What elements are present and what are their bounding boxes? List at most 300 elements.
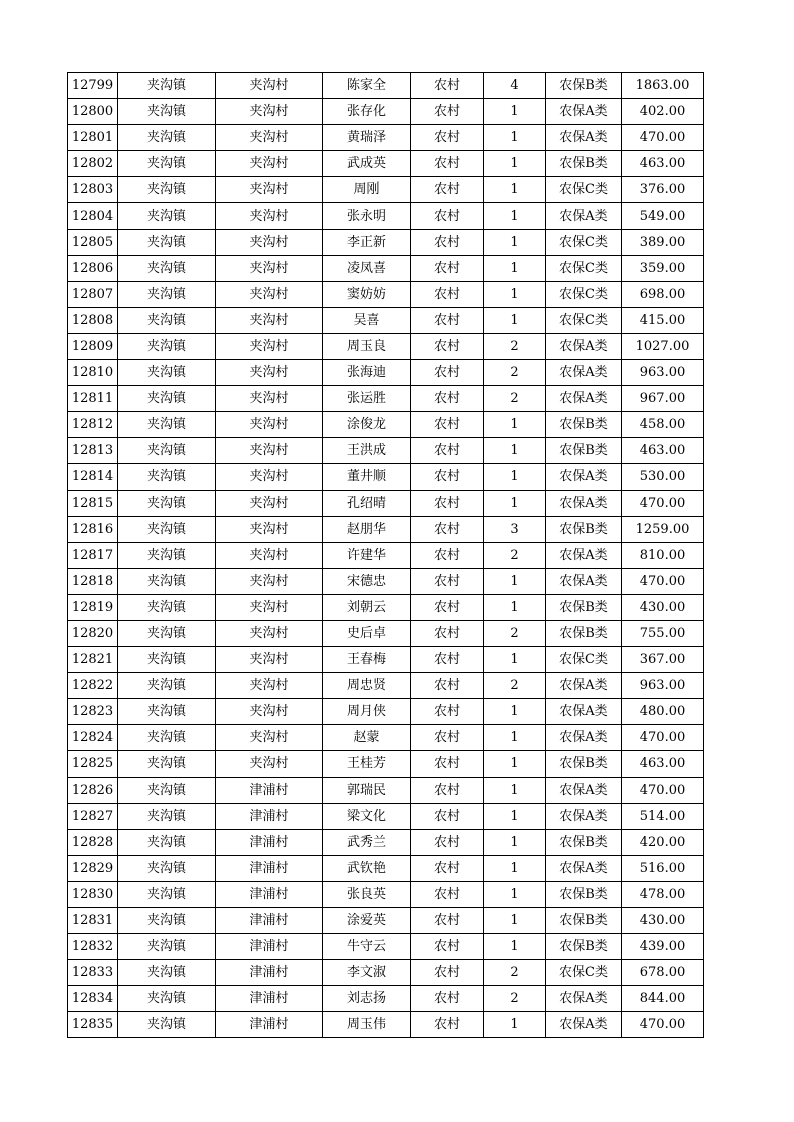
table-row bbox=[68, 73, 704, 99]
serial-number-cell: 12816 bbox=[68, 516, 118, 542]
amount-cell: 470.00 bbox=[622, 725, 704, 751]
family-size-cell: 1 bbox=[484, 803, 546, 829]
household-type-cell: 农村 bbox=[411, 516, 484, 542]
town-cell: 夹沟镇 bbox=[118, 203, 216, 229]
serial-number-cell: 12834 bbox=[68, 986, 118, 1012]
insurance-category-cell: 农保C类 bbox=[546, 960, 622, 986]
village-cell: 夹沟村 bbox=[216, 360, 323, 386]
town-cell: 夹沟镇 bbox=[118, 281, 216, 307]
name-cell: 郭瑞民 bbox=[323, 777, 411, 803]
town-cell: 夹沟镇 bbox=[118, 360, 216, 386]
town-cell: 夹沟镇 bbox=[118, 855, 216, 881]
family-size-cell: 1 bbox=[484, 203, 546, 229]
serial-number-cell: 12832 bbox=[68, 934, 118, 960]
name-cell: 黄瑞泽 bbox=[323, 125, 411, 151]
family-size-cell: 1 bbox=[484, 647, 546, 673]
name-cell: 武钦艳 bbox=[323, 855, 411, 881]
town-cell: 夹沟镇 bbox=[118, 412, 216, 438]
insurance-category-cell: 农保A类 bbox=[546, 673, 622, 699]
insurance-category-cell: 农保A类 bbox=[546, 99, 622, 125]
insurance-category-cell: 农保C类 bbox=[546, 229, 622, 255]
name-cell: 许建华 bbox=[323, 542, 411, 568]
family-size-cell: 1 bbox=[484, 490, 546, 516]
table-row bbox=[68, 855, 704, 881]
town-cell: 夹沟镇 bbox=[118, 542, 216, 568]
family-size-cell: 2 bbox=[484, 333, 546, 359]
village-cell: 夹沟村 bbox=[216, 73, 323, 99]
town-cell: 夹沟镇 bbox=[118, 829, 216, 855]
table-row bbox=[68, 177, 704, 203]
table-row bbox=[68, 934, 704, 960]
family-size-cell: 1 bbox=[484, 908, 546, 934]
name-cell: 牛守云 bbox=[323, 934, 411, 960]
family-size-cell: 1 bbox=[484, 438, 546, 464]
serial-number-cell: 12803 bbox=[68, 177, 118, 203]
table-row bbox=[68, 647, 704, 673]
amount-cell: 810.00 bbox=[622, 542, 704, 568]
amount-cell: 1027.00 bbox=[622, 333, 704, 359]
family-size-cell: 1 bbox=[484, 777, 546, 803]
name-cell: 窦妨妨 bbox=[323, 281, 411, 307]
village-cell: 津浦村 bbox=[216, 777, 323, 803]
town-cell: 夹沟镇 bbox=[118, 960, 216, 986]
household-type-cell: 农村 bbox=[411, 333, 484, 359]
town-cell: 夹沟镇 bbox=[118, 725, 216, 751]
table-row bbox=[68, 725, 704, 751]
village-cell: 夹沟村 bbox=[216, 568, 323, 594]
village-cell: 夹沟村 bbox=[216, 438, 323, 464]
town-cell: 夹沟镇 bbox=[118, 307, 216, 333]
serial-number-cell: 12809 bbox=[68, 333, 118, 359]
town-cell: 夹沟镇 bbox=[118, 99, 216, 125]
serial-number-cell: 12833 bbox=[68, 960, 118, 986]
family-size-cell: 3 bbox=[484, 516, 546, 542]
village-cell: 夹沟村 bbox=[216, 542, 323, 568]
name-cell: 梁文化 bbox=[323, 803, 411, 829]
village-cell: 津浦村 bbox=[216, 934, 323, 960]
household-type-cell: 农村 bbox=[411, 934, 484, 960]
serial-number-cell: 12805 bbox=[68, 229, 118, 255]
family-size-cell: 1 bbox=[484, 464, 546, 490]
serial-number-cell: 12815 bbox=[68, 490, 118, 516]
table-row bbox=[68, 412, 704, 438]
family-size-cell: 1 bbox=[484, 725, 546, 751]
name-cell: 张海迪 bbox=[323, 360, 411, 386]
amount-cell: 430.00 bbox=[622, 908, 704, 934]
insurance-category-cell: 农保A类 bbox=[546, 333, 622, 359]
town-cell: 夹沟镇 bbox=[118, 908, 216, 934]
table-row bbox=[68, 542, 704, 568]
insurance-category-cell: 农保C类 bbox=[546, 647, 622, 673]
serial-number-cell: 12827 bbox=[68, 803, 118, 829]
name-cell: 陈家全 bbox=[323, 73, 411, 99]
name-cell: 王洪成 bbox=[323, 438, 411, 464]
village-cell: 夹沟村 bbox=[216, 125, 323, 151]
family-size-cell: 1 bbox=[484, 412, 546, 438]
amount-cell: 458.00 bbox=[622, 412, 704, 438]
serial-number-cell: 12830 bbox=[68, 881, 118, 907]
insurance-category-cell: 农保C类 bbox=[546, 255, 622, 281]
village-cell: 津浦村 bbox=[216, 1012, 323, 1038]
amount-cell: 516.00 bbox=[622, 855, 704, 881]
serial-number-cell: 12808 bbox=[68, 307, 118, 333]
serial-number-cell: 12819 bbox=[68, 594, 118, 620]
town-cell: 夹沟镇 bbox=[118, 568, 216, 594]
amount-cell: 420.00 bbox=[622, 829, 704, 855]
name-cell: 孔绍晴 bbox=[323, 490, 411, 516]
family-size-cell: 2 bbox=[484, 673, 546, 699]
table-row bbox=[68, 568, 704, 594]
table-row bbox=[68, 125, 704, 151]
household-type-cell: 农村 bbox=[411, 647, 484, 673]
amount-cell: 376.00 bbox=[622, 177, 704, 203]
household-type-cell: 农村 bbox=[411, 568, 484, 594]
household-type-cell: 农村 bbox=[411, 438, 484, 464]
name-cell: 刘志扬 bbox=[323, 986, 411, 1012]
table-row bbox=[68, 281, 704, 307]
village-cell: 津浦村 bbox=[216, 881, 323, 907]
serial-number-cell: 12811 bbox=[68, 386, 118, 412]
name-cell: 周玉伟 bbox=[323, 1012, 411, 1038]
insurance-category-cell: 农保B类 bbox=[546, 594, 622, 620]
household-type-cell: 农村 bbox=[411, 542, 484, 568]
household-type-cell: 农村 bbox=[411, 151, 484, 177]
serial-number-cell: 12831 bbox=[68, 908, 118, 934]
name-cell: 凌凤喜 bbox=[323, 255, 411, 281]
village-cell: 夹沟村 bbox=[216, 673, 323, 699]
town-cell: 夹沟镇 bbox=[118, 464, 216, 490]
household-type-cell: 农村 bbox=[411, 777, 484, 803]
amount-cell: 530.00 bbox=[622, 464, 704, 490]
amount-cell: 463.00 bbox=[622, 151, 704, 177]
table-row bbox=[68, 594, 704, 620]
family-size-cell: 1 bbox=[484, 568, 546, 594]
name-cell: 张存化 bbox=[323, 99, 411, 125]
insurance-category-cell: 农保A类 bbox=[546, 699, 622, 725]
table-row bbox=[68, 829, 704, 855]
insurance-category-cell: 农保A类 bbox=[546, 542, 622, 568]
insurance-category-cell: 农保A类 bbox=[546, 855, 622, 881]
village-cell: 夹沟村 bbox=[216, 99, 323, 125]
amount-cell: 478.00 bbox=[622, 881, 704, 907]
town-cell: 夹沟镇 bbox=[118, 333, 216, 359]
town-cell: 夹沟镇 bbox=[118, 125, 216, 151]
household-type-cell: 农村 bbox=[411, 881, 484, 907]
name-cell: 刘朝云 bbox=[323, 594, 411, 620]
insurance-category-cell: 农保A类 bbox=[546, 125, 622, 151]
town-cell: 夹沟镇 bbox=[118, 594, 216, 620]
serial-number-cell: 12802 bbox=[68, 151, 118, 177]
table-row bbox=[68, 908, 704, 934]
serial-number-cell: 12810 bbox=[68, 360, 118, 386]
household-type-cell: 农村 bbox=[411, 281, 484, 307]
name-cell: 赵蒙 bbox=[323, 725, 411, 751]
name-cell: 董井顺 bbox=[323, 464, 411, 490]
serial-number-cell: 12829 bbox=[68, 855, 118, 881]
insurance-category-cell: 农保A类 bbox=[546, 1012, 622, 1038]
amount-cell: 1259.00 bbox=[622, 516, 704, 542]
name-cell: 武秀兰 bbox=[323, 829, 411, 855]
name-cell: 王春梅 bbox=[323, 647, 411, 673]
family-size-cell: 1 bbox=[484, 751, 546, 777]
village-cell: 津浦村 bbox=[216, 960, 323, 986]
family-size-cell: 4 bbox=[484, 73, 546, 99]
table-row bbox=[68, 881, 704, 907]
town-cell: 夹沟镇 bbox=[118, 934, 216, 960]
table-row bbox=[68, 229, 704, 255]
village-cell: 夹沟村 bbox=[216, 464, 323, 490]
amount-cell: 389.00 bbox=[622, 229, 704, 255]
amount-cell: 844.00 bbox=[622, 986, 704, 1012]
table-row bbox=[68, 1012, 704, 1038]
village-cell: 津浦村 bbox=[216, 803, 323, 829]
amount-cell: 963.00 bbox=[622, 360, 704, 386]
amount-cell: 367.00 bbox=[622, 647, 704, 673]
household-type-cell: 农村 bbox=[411, 751, 484, 777]
family-size-cell: 2 bbox=[484, 986, 546, 1012]
household-type-cell: 农村 bbox=[411, 99, 484, 125]
town-cell: 夹沟镇 bbox=[118, 229, 216, 255]
amount-cell: 514.00 bbox=[622, 803, 704, 829]
village-cell: 夹沟村 bbox=[216, 594, 323, 620]
serial-number-cell: 12814 bbox=[68, 464, 118, 490]
serial-number-cell: 12828 bbox=[68, 829, 118, 855]
village-cell: 夹沟村 bbox=[216, 516, 323, 542]
amount-cell: 439.00 bbox=[622, 934, 704, 960]
household-type-cell: 农村 bbox=[411, 490, 484, 516]
insurance-category-cell: 农保B类 bbox=[546, 751, 622, 777]
insurance-category-cell: 农保B类 bbox=[546, 438, 622, 464]
insurance-category-cell: 农保A类 bbox=[546, 986, 622, 1012]
table-row bbox=[68, 777, 704, 803]
name-cell: 宋德忠 bbox=[323, 568, 411, 594]
amount-cell: 755.00 bbox=[622, 620, 704, 646]
family-size-cell: 1 bbox=[484, 177, 546, 203]
town-cell: 夹沟镇 bbox=[118, 881, 216, 907]
table-row bbox=[68, 255, 704, 281]
name-cell: 李正新 bbox=[323, 229, 411, 255]
town-cell: 夹沟镇 bbox=[118, 699, 216, 725]
name-cell: 涂爱英 bbox=[323, 908, 411, 934]
table-row bbox=[68, 203, 704, 229]
town-cell: 夹沟镇 bbox=[118, 647, 216, 673]
household-type-cell: 农村 bbox=[411, 412, 484, 438]
village-cell: 夹沟村 bbox=[216, 647, 323, 673]
household-type-cell: 农村 bbox=[411, 1012, 484, 1038]
town-cell: 夹沟镇 bbox=[118, 1012, 216, 1038]
village-cell: 夹沟村 bbox=[216, 620, 323, 646]
name-cell: 涂俊龙 bbox=[323, 412, 411, 438]
insurance-category-cell: 农保A类 bbox=[546, 203, 622, 229]
serial-number-cell: 12822 bbox=[68, 673, 118, 699]
name-cell: 张良英 bbox=[323, 881, 411, 907]
name-cell: 李文淑 bbox=[323, 960, 411, 986]
town-cell: 夹沟镇 bbox=[118, 255, 216, 281]
family-size-cell: 1 bbox=[484, 699, 546, 725]
table-row bbox=[68, 516, 704, 542]
family-size-cell: 1 bbox=[484, 855, 546, 881]
town-cell: 夹沟镇 bbox=[118, 620, 216, 646]
table-row bbox=[68, 333, 704, 359]
insurance-category-cell: 农保A类 bbox=[546, 360, 622, 386]
town-cell: 夹沟镇 bbox=[118, 386, 216, 412]
town-cell: 夹沟镇 bbox=[118, 751, 216, 777]
insurance-category-cell: 农保B类 bbox=[546, 829, 622, 855]
insurance-category-cell: 农保B类 bbox=[546, 881, 622, 907]
amount-cell: 470.00 bbox=[622, 777, 704, 803]
household-type-cell: 农村 bbox=[411, 620, 484, 646]
serial-number-cell: 12807 bbox=[68, 281, 118, 307]
town-cell: 夹沟镇 bbox=[118, 777, 216, 803]
name-cell: 吴喜 bbox=[323, 307, 411, 333]
village-cell: 夹沟村 bbox=[216, 490, 323, 516]
table-row bbox=[68, 960, 704, 986]
village-cell: 夹沟村 bbox=[216, 751, 323, 777]
name-cell: 周忠贤 bbox=[323, 673, 411, 699]
village-cell: 夹沟村 bbox=[216, 699, 323, 725]
amount-cell: 698.00 bbox=[622, 281, 704, 307]
household-type-cell: 农村 bbox=[411, 177, 484, 203]
amount-cell: 967.00 bbox=[622, 386, 704, 412]
insurance-category-cell: 农保B类 bbox=[546, 151, 622, 177]
amount-cell: 470.00 bbox=[622, 125, 704, 151]
town-cell: 夹沟镇 bbox=[118, 177, 216, 203]
serial-number-cell: 12804 bbox=[68, 203, 118, 229]
family-size-cell: 1 bbox=[484, 99, 546, 125]
village-cell: 夹沟村 bbox=[216, 412, 323, 438]
allowance-roster-table bbox=[67, 72, 704, 1038]
table-row bbox=[68, 386, 704, 412]
village-cell: 夹沟村 bbox=[216, 333, 323, 359]
family-size-cell: 1 bbox=[484, 281, 546, 307]
insurance-category-cell: 农保A类 bbox=[546, 803, 622, 829]
family-size-cell: 2 bbox=[484, 386, 546, 412]
household-type-cell: 农村 bbox=[411, 829, 484, 855]
insurance-category-cell: 农保A类 bbox=[546, 777, 622, 803]
village-cell: 夹沟村 bbox=[216, 203, 323, 229]
insurance-category-cell: 农保B类 bbox=[546, 412, 622, 438]
family-size-cell: 1 bbox=[484, 829, 546, 855]
family-size-cell: 2 bbox=[484, 960, 546, 986]
village-cell: 夹沟村 bbox=[216, 229, 323, 255]
insurance-category-cell: 农保A类 bbox=[546, 568, 622, 594]
household-type-cell: 农村 bbox=[411, 986, 484, 1012]
serial-number-cell: 12806 bbox=[68, 255, 118, 281]
town-cell: 夹沟镇 bbox=[118, 516, 216, 542]
household-type-cell: 农村 bbox=[411, 307, 484, 333]
village-cell: 夹沟村 bbox=[216, 725, 323, 751]
amount-cell: 415.00 bbox=[622, 307, 704, 333]
village-cell: 津浦村 bbox=[216, 855, 323, 881]
name-cell: 周玉良 bbox=[323, 333, 411, 359]
insurance-category-cell: 农保C类 bbox=[546, 307, 622, 333]
town-cell: 夹沟镇 bbox=[118, 673, 216, 699]
amount-cell: 430.00 bbox=[622, 594, 704, 620]
table-row bbox=[68, 438, 704, 464]
village-cell: 夹沟村 bbox=[216, 307, 323, 333]
amount-cell: 470.00 bbox=[622, 490, 704, 516]
name-cell: 张运胜 bbox=[323, 386, 411, 412]
serial-number-cell: 12826 bbox=[68, 777, 118, 803]
table-row bbox=[68, 307, 704, 333]
household-type-cell: 农村 bbox=[411, 203, 484, 229]
village-cell: 津浦村 bbox=[216, 908, 323, 934]
insurance-category-cell: 农保B类 bbox=[546, 73, 622, 99]
name-cell: 周月侠 bbox=[323, 699, 411, 725]
serial-number-cell: 12825 bbox=[68, 751, 118, 777]
town-cell: 夹沟镇 bbox=[118, 73, 216, 99]
household-type-cell: 农村 bbox=[411, 73, 484, 99]
household-type-cell: 农村 bbox=[411, 594, 484, 620]
serial-number-cell: 12800 bbox=[68, 99, 118, 125]
household-type-cell: 农村 bbox=[411, 125, 484, 151]
serial-number-cell: 12812 bbox=[68, 412, 118, 438]
town-cell: 夹沟镇 bbox=[118, 490, 216, 516]
amount-cell: 678.00 bbox=[622, 960, 704, 986]
household-type-cell: 农村 bbox=[411, 803, 484, 829]
serial-number-cell: 12818 bbox=[68, 568, 118, 594]
insurance-category-cell: 农保A类 bbox=[546, 386, 622, 412]
table-row bbox=[68, 99, 704, 125]
serial-number-cell: 12824 bbox=[68, 725, 118, 751]
household-type-cell: 农村 bbox=[411, 386, 484, 412]
family-size-cell: 1 bbox=[484, 881, 546, 907]
family-size-cell: 1 bbox=[484, 934, 546, 960]
insurance-category-cell: 农保B类 bbox=[546, 620, 622, 646]
amount-cell: 402.00 bbox=[622, 99, 704, 125]
household-type-cell: 农村 bbox=[411, 673, 484, 699]
serial-number-cell: 12813 bbox=[68, 438, 118, 464]
family-size-cell: 1 bbox=[484, 255, 546, 281]
town-cell: 夹沟镇 bbox=[118, 986, 216, 1012]
amount-cell: 1863.00 bbox=[622, 73, 704, 99]
insurance-category-cell: 农保B类 bbox=[546, 908, 622, 934]
table-row bbox=[68, 360, 704, 386]
family-size-cell: 1 bbox=[484, 229, 546, 255]
household-type-cell: 农村 bbox=[411, 360, 484, 386]
serial-number-cell: 12820 bbox=[68, 620, 118, 646]
household-type-cell: 农村 bbox=[411, 255, 484, 281]
village-cell: 夹沟村 bbox=[216, 386, 323, 412]
insurance-category-cell: 农保C类 bbox=[546, 281, 622, 307]
name-cell: 赵朋华 bbox=[323, 516, 411, 542]
insurance-category-cell: 农保B类 bbox=[546, 934, 622, 960]
family-size-cell: 2 bbox=[484, 360, 546, 386]
household-type-cell: 农村 bbox=[411, 960, 484, 986]
insurance-category-cell: 农保A类 bbox=[546, 725, 622, 751]
table-row bbox=[68, 751, 704, 777]
village-cell: 夹沟村 bbox=[216, 281, 323, 307]
amount-cell: 549.00 bbox=[622, 203, 704, 229]
town-cell: 夹沟镇 bbox=[118, 438, 216, 464]
insurance-category-cell: 农保A类 bbox=[546, 490, 622, 516]
household-type-cell: 农村 bbox=[411, 855, 484, 881]
amount-cell: 963.00 bbox=[622, 673, 704, 699]
family-size-cell: 1 bbox=[484, 151, 546, 177]
name-cell: 张永明 bbox=[323, 203, 411, 229]
amount-cell: 463.00 bbox=[622, 751, 704, 777]
name-cell: 王桂芳 bbox=[323, 751, 411, 777]
insurance-category-cell: 农保C类 bbox=[546, 177, 622, 203]
roster-body bbox=[68, 73, 704, 1038]
amount-cell: 480.00 bbox=[622, 699, 704, 725]
insurance-category-cell: 农保B类 bbox=[546, 516, 622, 542]
insurance-category-cell: 农保A类 bbox=[546, 464, 622, 490]
table-row bbox=[68, 490, 704, 516]
table-row bbox=[68, 464, 704, 490]
name-cell: 武成英 bbox=[323, 151, 411, 177]
town-cell: 夹沟镇 bbox=[118, 151, 216, 177]
